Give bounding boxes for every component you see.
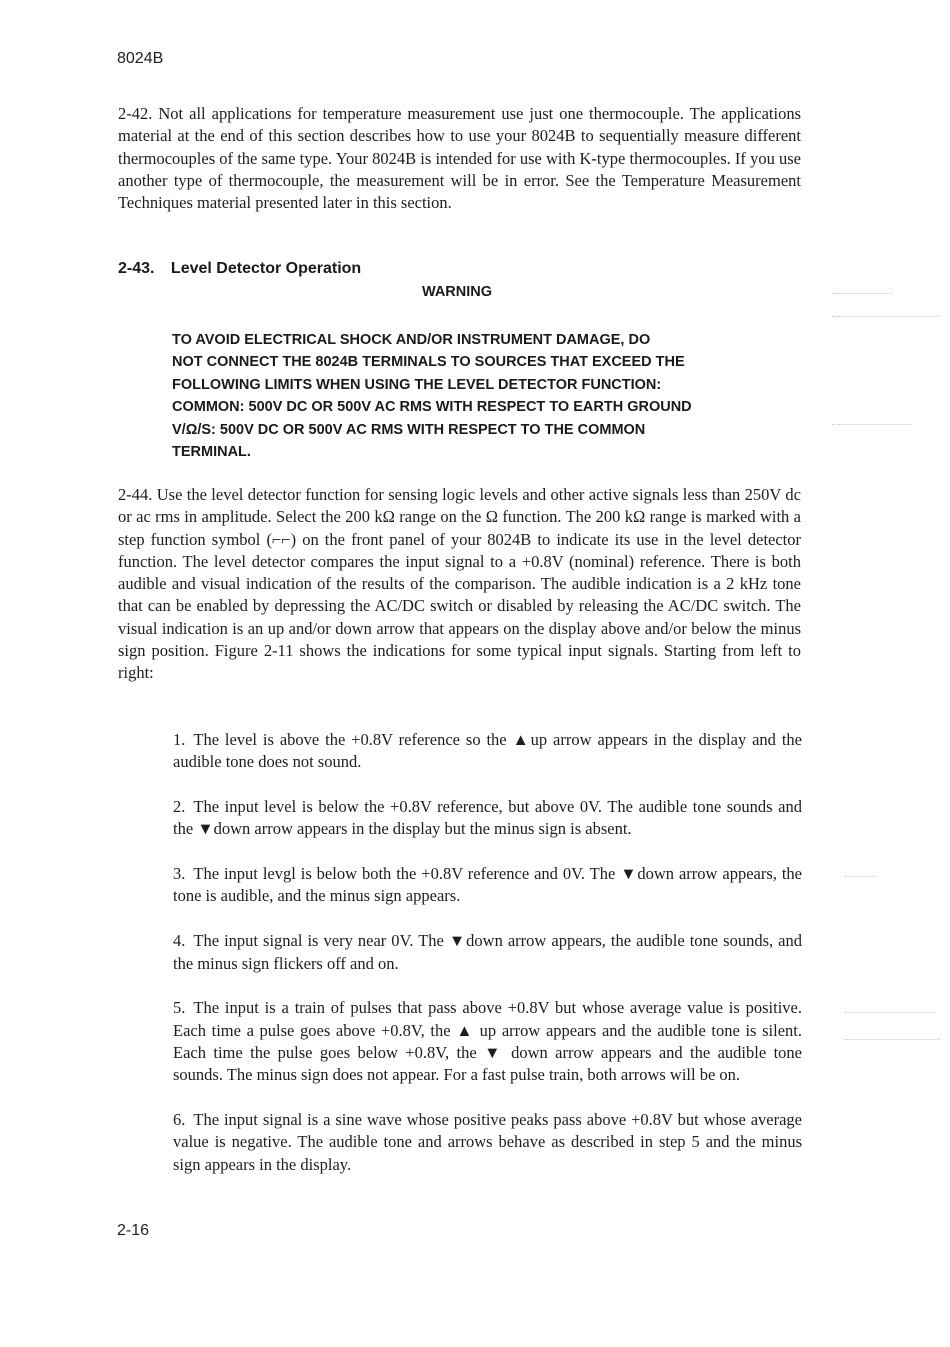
list-item — [173, 930, 802, 975]
warning-line: COMMON: 500V DC OR 500V AC RMS WITH RESPECT TO EARTH GROUND — [172, 399, 692, 416]
step-text: The input signal is a sine wave whose positive peaks pass above +0.8V but whose average value is negative. The audible tone and arrows behave as described in step 5 and the minus sign appears in the display. — [173, 1110, 802, 1174]
scan-artifact — [832, 293, 892, 294]
paragraph-2-42: 2-42. Not all applications for temperature measurement use just one thermocouple. The applications material at the end of this section describes how to use your 8024B to sequentially measure different thermocouples of the same type. Your 8024B is intended for use with K-type thermocouples. If you use another type of thermocouple, the measurement will be in error. See the Temperature Measurement Techniques material presented later in this section. — [118, 104, 801, 213]
step-number: 2. — [173, 797, 186, 817]
scan-artifact — [845, 1012, 935, 1013]
step-number: 5. — [173, 998, 186, 1018]
list-item — [173, 863, 802, 908]
list-item — [173, 729, 802, 774]
warning-line: TO AVOID ELECTRICAL SHOCK AND/OR INSTRUMENT DAMAGE, DO — [172, 332, 651, 348]
step-number: 1. — [173, 730, 186, 749]
scan-artifact — [832, 316, 940, 317]
scan-artifact — [832, 424, 912, 425]
warning-title: WARNING — [421, 284, 493, 300]
warning-line: V/Ω/S: 500V DC OR 500V AC RMS WITH RESPECT TO THE COMMON — [172, 421, 646, 438]
warning-line: FOLLOWING LIMITS WHEN USING THE LEVEL DETECTOR FUNCTION: — [172, 376, 662, 393]
step-text: The input signal is very near 0V. The ▼down arrow appears, the audible tone sounds, and the minus sign flickers off and on. — [173, 931, 802, 973]
list-item — [173, 997, 802, 1086]
step-text: The input is a train of pulses that pass above +0.8V but whose average value is positive. Each time a pulse goes above +0.8V, the ▲ up arrow appears and the audible tone is silent. Each time the pulse goes below +0.8V, the ▼ down arrow appears and the audible tone sounds. The minus sign does not appear. For a fast pulse train, both arrows will be on. — [173, 998, 802, 1085]
section-heading — [118, 260, 361, 278]
warning-body — [172, 329, 747, 463]
page-header-doc-id: 8024B — [117, 50, 164, 67]
step-text: The level is above the +0.8V reference so the ▲up arrow appears in the display and the audible tone does not sound. — [173, 730, 802, 772]
step-list — [173, 729, 802, 1198]
step-text: The input levgl is below both the +0.8V reference and 0V. The ▼down arrow appears, the tone is audible, and the minus sign appears. — [173, 864, 802, 906]
warning-line: TERMINAL. — [172, 444, 251, 461]
list-item — [173, 796, 802, 841]
section-number: 2-43. — [118, 260, 155, 277]
step-number: 6. — [173, 1110, 186, 1130]
step-number: 4. — [173, 931, 186, 951]
step-text: The input level is below the +0.8V reference, but above 0V. The audible tone sounds and the ▼down arrow appears in the display but the minus sign is absent. — [173, 797, 802, 839]
page-number: 2-16 — [117, 1222, 150, 1239]
warning-line: NOT CONNECT THE 8024B TERMINALS TO SOURCES THAT EXCEED THE — [172, 354, 685, 371]
scan-artifact — [845, 876, 875, 877]
section-title: Level Detector Operation — [170, 260, 362, 277]
scan-artifact — [845, 1039, 940, 1040]
step-number: 3. — [173, 864, 186, 884]
list-item — [173, 1109, 802, 1176]
paragraph-2-44: 2-44. Use the level detector function for sensing logic levels and other active signals less than 250V dc or ac rms in amplitude. Select the 200 kΩ range on the Ω function. The 200 kΩ range is marked with a step function symbol (⌐⌐) on the front panel of your 8024B to indicate its use in the level detector function. The level detector compares the input signal to a +0.8V (nominal) reference. There is both audible and visual indication of the results of the comparison. The audible indication is a 2 kHz tone that can be enabled by depressing the AC/DC switch or disabled by releasing the AC/DC switch. The visual indication is an up and/or down arrow that appears on the display above and/or below the minus sign position. Figure 2-11 shows the indications for some typical input signals. Starting from left to right: — [118, 485, 801, 683]
